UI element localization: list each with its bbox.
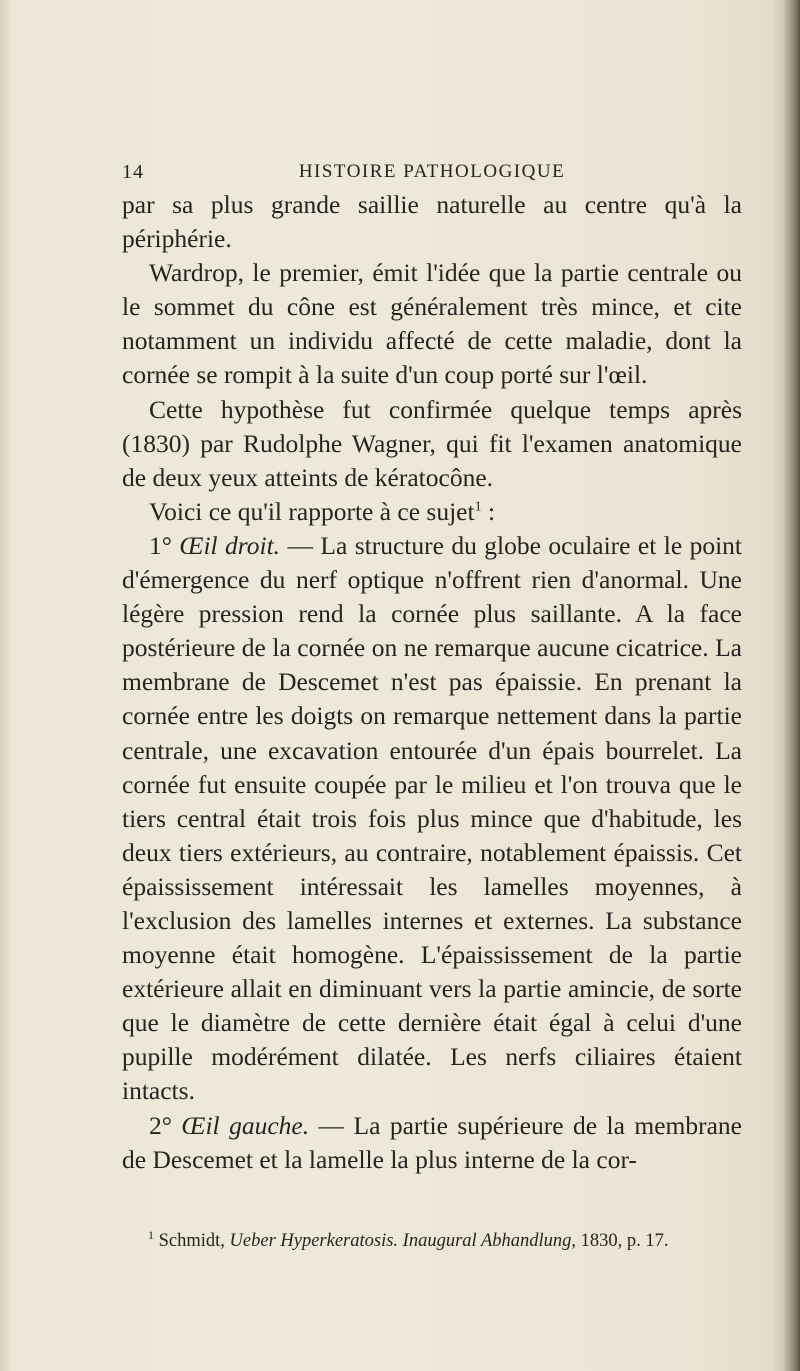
voici-colon: : [481, 496, 496, 526]
footnote-details: , 1830, p. 17. [571, 1231, 669, 1251]
paragraph-oeil-gauche [122, 1109, 742, 1177]
oeil-droit-heading: Œil droit. [179, 530, 281, 560]
paragraph-continuation: par sa plus grande saillie naturelle au centre qu'à la périphérie. [122, 190, 742, 254]
paragraph-wagner: Cette hypothèse fut confirmée quelque temps après (1830) par Rudolphe Wagner, qui fit l'examen anatomique de deux yeux atteints de kératocône. [122, 394, 742, 492]
oeil-gauche-number: 2° [149, 1110, 182, 1140]
oeil-droit-number: 1° [149, 530, 180, 560]
paragraph-voici [122, 495, 742, 529]
paragraph-wardrop: Wardrop, le premier, émit l'idée que la partie centrale ou le sommet du cône est généralement très mince, et cite notamment un individu affecté de cette maladie, dont la cornée se rompit à la suite d'un coup porté sur l'œil. [122, 258, 742, 390]
body-text [122, 188, 742, 1177]
page-left-edge-shadow [0, 0, 12, 1371]
voici-text: Voici ce qu'il rapporte à ce sujet [149, 496, 475, 526]
paragraph-oeil-droit [122, 529, 742, 1109]
page-right-edge-shadow [772, 0, 800, 1371]
footnote-reference: 1 [474, 499, 482, 515]
oeil-gauche-text: — La partie supérieure de la membrane de Descemet et la lamelle la plus interne de la cor- [122, 1110, 742, 1174]
running-title: HISTOIRE PATHOLOGIQUE [298, 161, 566, 182]
oeil-gauche-heading: Œil gauche. [181, 1110, 310, 1140]
footnote-title: Ueber Hyperkeratosis. Inaugural Abhandlung [229, 1231, 572, 1251]
page-header [122, 157, 742, 187]
footnote-marker: 1 [148, 1227, 154, 1242]
page-number: 14 [122, 161, 144, 183]
footnote-author: Schmidt, [154, 1231, 230, 1251]
oeil-droit-text: — La structure du globe oculaire et le point d'émergence du nerf optique n'offrent rien d'anormal. Une légère pression rend la cornée plus saillante. A la face postérieure de la cornée on ne remarque aucune cicatrice. La membrane de Descemet n'est pas épaissie. En prenant la cornée entre les doigts on remarque nettement dans la partie centrale, une excavation entourée d'un épais bourrelet. La cornée fut ensuite coupée par le milieu et l'on trouva que le tiers central était trois fois plus mince que d'habitude, les deux tiers extérieurs, au contraire, notablement épaissis. Cet épaississement intéressait les lamelles moyennes, à l'exclusion des lamelles internes et externes. La substance moyenne était homogène. L'épaississement de la partie extérieure allait en diminuant vers la partie amincie, de sorte que le diamètre de cette dernière était égal à celui d'une pupille modérément dilatée. Les nerfs ciliaires étaient intacts. [122, 530, 742, 1106]
footnote [136, 1228, 746, 1254]
